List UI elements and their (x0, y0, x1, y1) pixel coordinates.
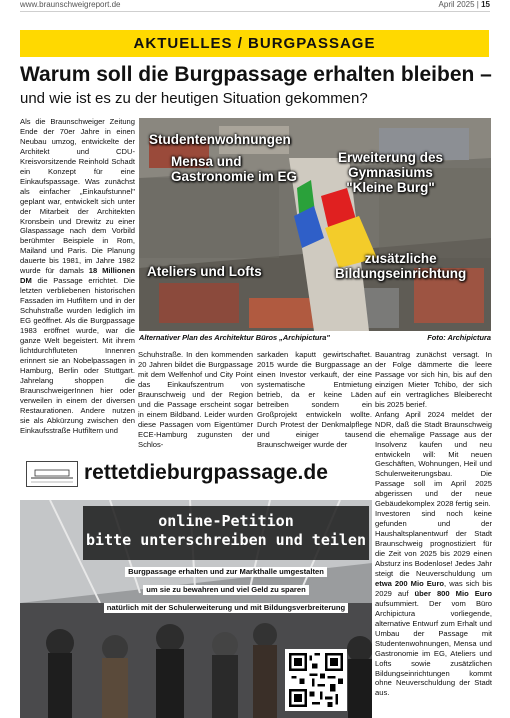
col1-text-b: die Passage errichtet. Die letzten verbliebenen historischen Fassaden im Hutfiltern und in der Schuhstraße wurden lediglich im EG geöffnet. Als die Burgpassage 1983 eröffnet wurde, war die ganze Welt begeistert. Mit ihrem lichtdurchfluteten Innenren erinnert sie an Nobelpassagen in Hamburg, Berlin oder Stuttgart. Jahrelang shoppen die BraunschweigerInnen hier oder verweilen in einem der diversen Restaurationen. Andere nutzen sie als Abkürzung zwischen den Einkaufsstraße Hutfiltern und (20, 276, 135, 435)
section-banner (20, 30, 489, 57)
article-column-4 (375, 350, 492, 718)
page-number: 15 (481, 0, 490, 9)
col4-para-2: Anfang April 2024 meldet der NDR, daß die Stadt Braunschweig die ehemalige Passage aus der Insolvenz kaufen und neu entwickeln will: Mit neuen Geschäften, Wohnungen, Heil und Schulerweiterungsbau. Die Passage soll im April 2025 abgerissen und der neue Gebäudekomplex 2028 fertig sein. (375, 409, 492, 509)
slogan-line-3: natürlich mit der Schulerweiterung und mit Bildungsverbreiterung (104, 603, 348, 613)
qr-code[interactable] (285, 649, 347, 711)
label-mensa: Mensa und Gastronomie im EG (171, 154, 298, 184)
label-student-housing: Studentenwohnungen (149, 132, 291, 147)
petition-call: bitte unterschreiben und teilen (86, 531, 366, 549)
petition-ad[interactable] (20, 453, 372, 718)
ad-header (20, 453, 372, 500)
label-gymnasium-extension: Erweiterung des Gymnasiums "Kleine Burg" (338, 150, 444, 195)
debt-per-year: etwa 200 Mio Euro (375, 578, 445, 588)
ad-slogans (82, 561, 370, 615)
label-ateliers: Ateliers und Lofts (147, 264, 262, 279)
rettet-logo (26, 461, 78, 487)
cost-highlight: 18 Millionen DM (20, 266, 135, 286)
site-url: www.braunschweigreport.de (20, 0, 121, 9)
page-header (20, 0, 490, 12)
logo-graphic (27, 462, 77, 486)
aerial-photo (139, 118, 491, 331)
issue-info: April 2025 | 15 (438, 0, 490, 9)
header-rule (20, 11, 490, 12)
label-education: zusätzliche Bildungseinrichtung (335, 251, 467, 281)
col4-text-b: , was sich bis 2029 auf (375, 578, 492, 598)
col1-text-a: Als die Braunschweiger Zeitung Ende der 70er Jahre in einen Neubau umzog, entwickelte der Architekt und CDU-Kreisvorsitzende Reinhold Schadt ein Konzept für eine Einkaufspassage. Was zunächst als einfacher „Einkaufstunnel" geplant war, entwickelt sich unter der Mitarbeit der Architekten Kronsbein und Drewitz zu einer Glaspassage nach dem Vorbild berühmter Beispiele in Rom, Mailand und Paris. Die Planung dauerte bis 1981, im Jahre 1982 wurde für damals (20, 117, 135, 276)
section-title: AKTUELLES / BURGPASSAGE (133, 35, 376, 52)
issue-date: April 2025 (438, 0, 475, 9)
article-column-3: sarkaden kaputt gewirtschaftet. 2015 wurde die Burgpassage an einen Investor verkauft, der eine systematische Entmietung betrieb, da er keine Läden betreiben sondern ein Großprojekt entwickeln wollte. Durch Protest der Denkmalpflege und einiger tausend Braunschweiger wurde der (257, 350, 372, 449)
col4-text-c: aufsummiert. Der vom Büro Archipictura vorliegende, alternative Entwurf zum Erhalt und Umbau der Passage mit Studentenwohnungen, Mensa und Gastronomie im EG, Ateliers und Lofts sowie zusätzlichen Bildungseinrichtungen kommt ohne Neuverschuldung der Stadt aus. (375, 598, 492, 698)
col4-text-a: Investoren sind noch keine gefunden und der Haushaltsplanentwurf der Stadt Braunschweig prognostiziert für die Zeit von 2025 bis 2029 einen Absturz ins Bodenlose! Jedes Jahr steigt die Neuverschuldung um (375, 509, 492, 578)
article-column-2: Schuhstraße. In den kommenden 20 Jahren bildet die Burgpassage mit dem Welfenhof und City Point das Einkaufszentrum von Braunschweig und der Region und die Passage erscheint sogar in einem Bildband. Leider wurden diese Passagen vom Eigentümer ECE-Hamburg zugunsten der Schlos- (138, 350, 253, 449)
col4-para-1: Bauantrag zunächst versagt. In der Folge dämmerte die leere Passage vor sich hin, bis auf den einzigen Mieter Tchibo, der sich auf ein vertragliches Bleiberecht bis 2025 berief. (375, 350, 492, 409)
slogan-line-2: um sie zu bewahren und viel Geld zu sparen (143, 585, 309, 595)
col4-para-3 (375, 509, 492, 697)
article-column-1 (20, 117, 135, 452)
petition-url[interactable]: rettetdieburgpassage.de (84, 461, 328, 484)
qr-code-graphic (289, 653, 343, 707)
petition-box (83, 506, 369, 560)
photo-credit: Foto: Archipictura (427, 333, 491, 342)
subheadline: und wie ist es zu der heutigen Situation gekommen? (20, 90, 368, 107)
petition-title: online-Petition (158, 512, 294, 530)
debt-total: über 800 Mio Euro (414, 588, 492, 598)
headline: Warum soll die Burgpassage erhalten bleiben – (20, 63, 492, 86)
caption-text: Alternativer Plan des Architektur Büros „Archipictura" (139, 333, 330, 342)
slogan-line-1: Burgpassage erhalten und zur Markthalle umgestalten (125, 567, 327, 577)
photo-caption (139, 333, 491, 342)
